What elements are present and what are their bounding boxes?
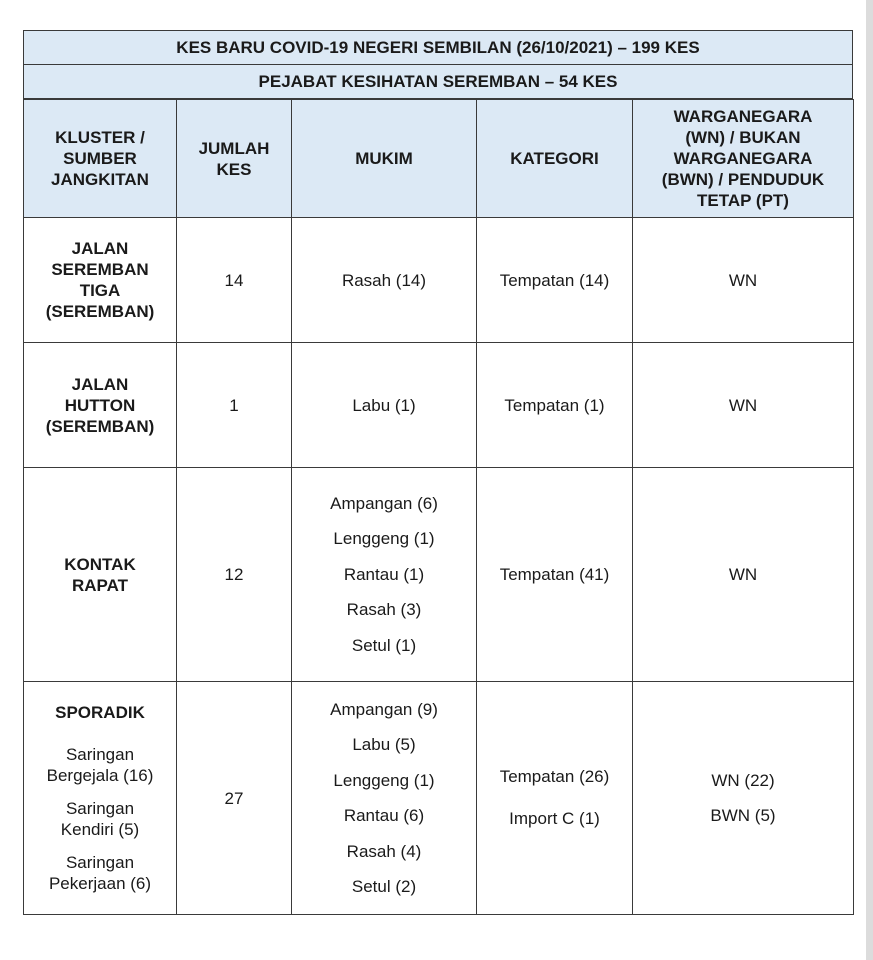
cluster-subitem: [30, 852, 170, 894]
count-cell: 12: [177, 468, 292, 682]
status-cell: WN: [633, 343, 854, 468]
count-cell: 27: [177, 682, 292, 915]
mukim-item: Ampangan (6): [330, 493, 438, 513]
header-status: [633, 100, 854, 218]
header-text: (WN) / BUKAN: [685, 128, 801, 147]
mukim-item: Rasah (3): [346, 600, 422, 620]
cluster-text: JALAN: [71, 239, 129, 258]
header-text: KES: [216, 159, 252, 179]
header-text: WARGANEGARA: [673, 149, 813, 168]
cluster-subtext: Saringan: [65, 799, 135, 818]
cluster-heading: SPORADIK: [55, 703, 145, 722]
status-cell: [633, 682, 854, 915]
covid-table-frame: [23, 30, 853, 915]
cluster-text: KONTAK: [64, 554, 136, 574]
cluster-subtext: Kendiri (5): [60, 820, 140, 839]
cluster-subitem: [30, 798, 170, 840]
header-text: TETAP (PT): [697, 191, 789, 210]
status-cell: WN: [633, 468, 854, 682]
header-text: (BWN) / PENDUDUK: [661, 170, 825, 189]
mukim-item: Lenggeng (1): [333, 529, 435, 549]
cluster-subtext: Pekerjaan (6): [48, 874, 152, 893]
covid-cases-table: [23, 99, 854, 915]
cluster-text: HUTTON: [64, 395, 136, 415]
mukim-item: Lenggeng (1): [333, 770, 435, 790]
mukim-item: Setul (1): [351, 635, 417, 655]
status-item: BWN (5): [710, 806, 776, 825]
table-subtitle: PEJABAT KESIHATAN SEREMBAN – 54 KES: [23, 65, 853, 99]
mukim-cell: [292, 468, 477, 682]
header-count: [177, 100, 292, 218]
cluster-cell: [24, 468, 177, 682]
cluster-text: TIGA: [79, 281, 121, 300]
status-item: WN (22): [711, 770, 775, 790]
cluster-text: (SEREMBAN): [45, 302, 155, 321]
mukim-item: Rasah (4): [346, 841, 422, 861]
kategori-item: Tempatan (26): [499, 767, 610, 786]
cluster-subtext: Bergejala (16): [46, 766, 154, 785]
cluster-subtext: Saringan: [65, 853, 135, 872]
cluster-subtext: Saringan: [65, 745, 135, 764]
mukim-item: Labu (5): [352, 735, 416, 754]
table-row: [24, 343, 854, 468]
cluster-text: JALAN: [71, 374, 129, 394]
header-text: WARGANEGARA: [673, 107, 813, 126]
count-cell: 14: [177, 218, 292, 343]
header-text: JUMLAH: [198, 138, 270, 158]
table-row: [24, 468, 854, 682]
header-text: KLUSTER /: [55, 128, 145, 147]
kategori-cell: Tempatan (41): [477, 468, 633, 682]
header-text: SUMBER: [63, 149, 137, 168]
cluster-subitem: [30, 744, 170, 786]
cluster-text: RAPAT: [71, 575, 129, 595]
kategori-item: Import C (1): [509, 809, 600, 828]
table-row: [24, 682, 854, 915]
header-kategori: KATEGORI: [477, 100, 633, 218]
kategori-cell: Tempatan (14): [477, 218, 633, 343]
mukim-item: Rantau (1): [343, 564, 425, 584]
cluster-text: (SEREMBAN): [45, 416, 155, 436]
status-cell: WN: [633, 218, 854, 343]
mukim-item: Rantau (6): [343, 806, 425, 825]
cluster-cell: [24, 682, 177, 915]
table-title: KES BARU COVID-19 NEGERI SEMBILAN (26/10/2021) – 199 KES: [23, 30, 853, 65]
mukim-cell: Rasah (14): [292, 218, 477, 343]
header-row: [24, 100, 854, 218]
header-cluster: [24, 100, 177, 218]
cluster-cell: [24, 343, 177, 468]
count-cell: 1: [177, 343, 292, 468]
header-mukim: MUKIM: [292, 100, 477, 218]
mukim-cell: Labu (1): [292, 343, 477, 468]
cluster-text: SEREMBAN: [51, 260, 149, 279]
cluster-cell: [24, 218, 177, 343]
table-row: [24, 218, 854, 343]
kategori-cell: [477, 682, 633, 915]
header-text: JANGKITAN: [51, 170, 149, 189]
mukim-cell: [292, 682, 477, 915]
mukim-item: Setul (2): [351, 877, 417, 896]
page-edge-bar: [866, 0, 873, 960]
kategori-cell: Tempatan (1): [477, 343, 633, 468]
mukim-item: Ampangan (9): [330, 699, 438, 719]
